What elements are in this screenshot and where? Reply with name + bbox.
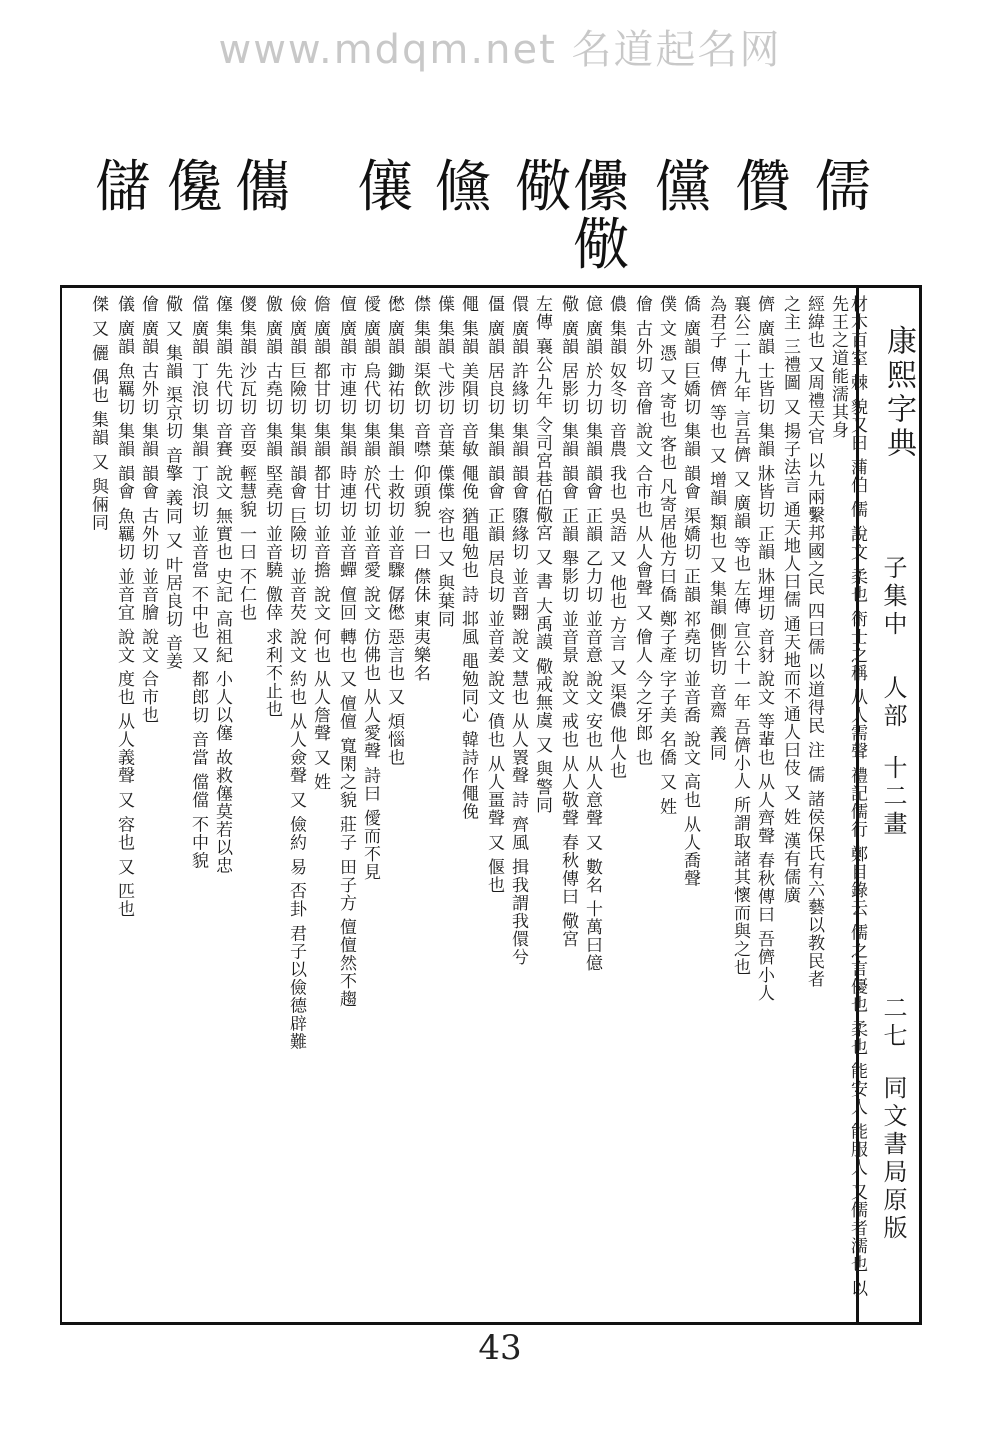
text-column: 僵 廣韻 居良切 集韻 韻會 正韻 居良切 並音姜 說文 僨也 从人畺聲 又 偃也: [484, 295, 504, 894]
text-column: 儍 集韻 沙瓦切 音耍 輕慧貌 一曰 不仁也: [236, 295, 256, 622]
watermark: www.mdqm.net 名道起名网: [218, 27, 782, 73]
text-column: 之主 三禮圖 又 揚子法言 通天地人曰儒 通天地而不通人曰伎 又 姓 漢有儒廣: [780, 295, 800, 905]
text-column: 儆 又 集韻 渠京切 音擎 義同 又 叶居良切 音姜: [162, 295, 182, 671]
seal-character: 儽: [573, 155, 629, 220]
seal-character: 儲: [95, 155, 151, 220]
text-column: 儅 廣韻 丁浪切 集韻 丁浪切 並音當 不中也 又 都郎切 音當 儅儅 不中貌: [188, 295, 208, 870]
text-column: 儉 廣韻 巨險切 集韻 韻會 巨險切 並音芡 說文 約也 从人僉聲 又 儉約 易 否卦 君子以儉德辟難: [286, 295, 306, 1051]
text-column: 儀 廣韻 魚羈切 集韻 韻會 魚羈切 並音宜 說文 度也 从人義聲 又 容也 又 匹也: [114, 295, 134, 919]
text-column: 儈 古外切 音儈 說文 合市也 从人會聲 又 儈人 今之牙郎 也: [632, 295, 652, 767]
text-column: 經緯也 又周禮天官 以九兩繫邦國之民 四曰儒 以道得民 注 儒 諸侯保氏有六藝以教民者: [804, 295, 824, 988]
seal-character: 儶: [235, 155, 291, 220]
text-column: 材木百室 棘 貌又曰 蒲伯 儒 說文 柔也 術士之稱 从人需聲 禮記儒行 鄭目錄云 儒之言優也 柔也 能安人 能服人 又儒者濡也 以先王之道能濡其身: [828, 295, 867, 1298]
collection-label: 子集中: [879, 555, 907, 639]
text-column: 僕 文 憑 又 寄也 客也 凡寄居他方曰僑 鄭子產 字子美 名僑 又 姓: [656, 295, 676, 816]
text-column: 僑 廣韻 巨嬌切 集韻 韻會 渠嬌切 正韻 祁堯切 並音喬 說文 高也 从人喬聲: [680, 295, 700, 888]
text-column: 儌 廣韻 古堯切 集韻 堅堯切 並音驍 儌倖 求利不止也: [262, 295, 282, 718]
stroke-count: 十二畫: [879, 755, 907, 839]
text-column: 儂 集韻 奴冬切 音農 我也 吳語 又 他也 方言 又 渠儂 他人也: [606, 295, 626, 780]
text-column: 儕 廣韻 士皆切 集韻 牀皆切 正韻 牀埋切 音豺 說文 等輩也 从人齊聲 春秋傳曰 吾儕小人: [754, 295, 774, 1002]
text-column: 襄公二十九年 言吾儕 又 廣韻 等也 左傳 宣公十一年 吾儕小人 所謂取諸其懷而與之也: [730, 295, 750, 977]
seal-character: 儆: [573, 213, 629, 278]
text-column: 僷 集韻 弋涉切 音葉 僷僷 容也 又 與葉同: [434, 295, 454, 628]
folio-number: 二七: [879, 995, 907, 1051]
seal-character: 儵: [435, 155, 491, 220]
seal-script-heading-row: [95, 155, 905, 280]
dictionary-page-frame: [60, 285, 922, 1325]
entry-text-block: [60, 285, 867, 1325]
text-column: 儈 廣韻 古外切 集韻 韻會 古外切 並音膾 說文 合市也: [138, 295, 158, 725]
text-column: 儃 廣韻 市連切 集韻 時連切 並音蟬 儃回 轉也 又 儃儃 寬閑之貌 莊子 田子方 儃儃然不趨: [336, 295, 356, 1009]
text-column: 僸 集韻 渠飲切 音噤 仰頭貌 一曰 僸佅 東夷樂名: [410, 295, 430, 682]
seal-character: 儆: [515, 155, 571, 220]
page-number: 43: [478, 1328, 522, 1368]
text-column: 傑 又 儷 偶也 集韻 又 與倆同: [88, 295, 108, 532]
text-column: 儇 廣韻 許緣切 集韻 韻會 隳緣切 並音翾 說文 慧也 从人瞏聲 詩 齊風 揖我謂我儇兮: [508, 295, 528, 966]
seal-character: 儴: [357, 155, 413, 220]
seal-character: 儹: [735, 155, 791, 220]
book-title: 康熙字典: [881, 325, 916, 461]
radical-section: 人部: [879, 675, 907, 731]
seal-character: 儒: [815, 155, 871, 220]
text-column: 左傳 襄公九年 令司宮巷伯儆宮 又 書 大禹謨 儆戒無虞 又 與警同: [532, 295, 552, 815]
text-column: 僽 廣韻 鋤祐切 集韻 士救切 並音驟 僝僽 惡言也 又 煩惱也: [384, 295, 404, 767]
text-column: 儋 廣韻 都甘切 集韻 都甘切 並音擔 說文 何也 从人詹聲 又 姓: [310, 295, 330, 792]
text-column: 億 廣韻 於力切 集韻 韻會 正韻 乙力切 並音意 說文 安也 从人意聲 又 數名 十萬曰億: [582, 295, 602, 973]
text-column: 僾 廣韻 烏代切 集韻 於代切 並音愛 說文 仿佛也 从人愛聲 詩曰 僾而不見: [360, 295, 380, 882]
publisher-label: 同文書局原版: [879, 1075, 907, 1243]
seal-character: 儻: [655, 155, 711, 220]
margin-column: [868, 285, 918, 1325]
text-column: 儆 廣韻 居影切 集韻 韻會 正韻 舉影切 並音景 說文 戒也 从人敬聲 春秋傳曰 儆宮: [558, 295, 578, 948]
text-column: 僿 集韻 先代切 音賽 說文 無實也 史記 高祖紀 小人以僿 故救僿莫若以忠: [212, 295, 232, 875]
text-column: 僶 集韻 美隕切 音敏 僶俛 猶黽勉也 詩 邶風 黽勉同心 韓詩作僶俛: [458, 295, 478, 821]
seal-character: 儳: [167, 155, 223, 220]
text-column: 為君子 傳 儕 等也 又 增韻 類也 又 集韻 側皆切 音齋 義同: [706, 295, 726, 762]
